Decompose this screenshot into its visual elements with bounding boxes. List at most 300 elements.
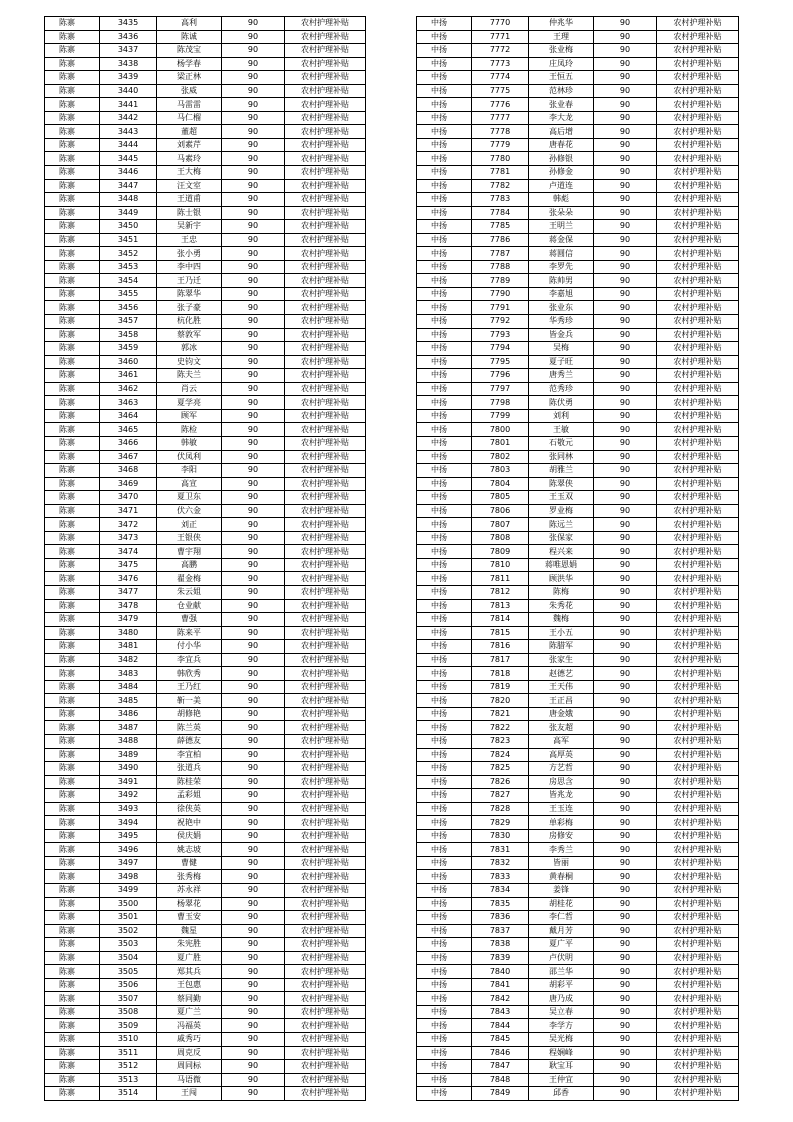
name-cell: 张朵朵 xyxy=(529,206,594,220)
id-cell: 3440 xyxy=(100,84,157,98)
amount-cell: 90 xyxy=(222,179,285,193)
village-cell: 中扬 xyxy=(417,965,472,979)
amount-cell: 90 xyxy=(222,938,285,952)
subsidy-type-cell: 农村护理补贴 xyxy=(285,328,366,342)
subsidy-type-cell: 农村护理补贴 xyxy=(657,680,739,694)
id-cell: 7796 xyxy=(472,369,529,383)
subsidy-type-cell: 农村护理补贴 xyxy=(657,342,739,356)
amount-cell: 90 xyxy=(594,1087,657,1101)
table-row xyxy=(45,816,366,830)
table-row xyxy=(45,762,366,776)
table-row xyxy=(417,98,739,112)
id-cell: 3505 xyxy=(100,965,157,979)
village-cell: 中扬 xyxy=(417,436,472,450)
id-cell: 3485 xyxy=(100,694,157,708)
name-cell: 蔡同勤 xyxy=(157,992,222,1006)
subsidy-type-cell: 农村护理补贴 xyxy=(285,938,366,952)
village-cell: 陈寨 xyxy=(45,287,100,301)
id-cell: 7810 xyxy=(472,558,529,572)
village-cell: 中扬 xyxy=(417,260,472,274)
name-cell: 蒋圆信 xyxy=(529,247,594,261)
id-cell: 3452 xyxy=(100,247,157,261)
village-cell: 中扬 xyxy=(417,978,472,992)
id-cell: 3465 xyxy=(100,423,157,437)
name-cell: 苏永祥 xyxy=(157,884,222,898)
subsidy-type-cell: 农村护理补贴 xyxy=(657,599,739,613)
village-cell: 中扬 xyxy=(417,1087,472,1101)
village-cell: 中扬 xyxy=(417,1060,472,1074)
amount-cell: 90 xyxy=(594,328,657,342)
table-row xyxy=(45,504,366,518)
id-cell: 7778 xyxy=(472,125,529,139)
name-cell: 王闯 xyxy=(157,1087,222,1101)
subsidy-type-cell: 农村护理补贴 xyxy=(285,829,366,843)
id-cell: 7836 xyxy=(472,911,529,925)
table-row xyxy=(45,748,366,762)
id-cell: 3512 xyxy=(100,1060,157,1074)
name-cell: 李中四 xyxy=(157,260,222,274)
name-cell: 陈茂宝 xyxy=(157,44,222,58)
table-row xyxy=(417,924,739,938)
subsidy-type-cell: 农村护理补贴 xyxy=(657,965,739,979)
id-cell: 7813 xyxy=(472,599,529,613)
subsidy-type-cell: 农村护理补贴 xyxy=(285,409,366,423)
name-cell: 马雷雷 xyxy=(157,98,222,112)
village-cell: 陈寨 xyxy=(45,1087,100,1101)
subsidy-type-cell: 农村护理补贴 xyxy=(657,315,739,329)
amount-cell: 90 xyxy=(594,816,657,830)
name-cell: 朱宪胜 xyxy=(157,938,222,952)
name-cell: 韩敏 xyxy=(157,436,222,450)
table-row xyxy=(417,355,739,369)
table-row xyxy=(45,193,366,207)
subsidy-type-cell: 农村护理补贴 xyxy=(657,30,739,44)
table-row xyxy=(45,396,366,410)
table-row xyxy=(417,978,739,992)
amount-cell: 90 xyxy=(222,409,285,423)
village-cell: 中扬 xyxy=(417,1005,472,1019)
id-cell: 7771 xyxy=(472,30,529,44)
amount-cell: 90 xyxy=(222,206,285,220)
subsidy-type-cell: 农村护理补贴 xyxy=(285,884,366,898)
table-row xyxy=(417,721,739,735)
name-cell: 高厚英 xyxy=(529,748,594,762)
amount-cell: 90 xyxy=(222,220,285,234)
subsidy-type-cell: 农村护理补贴 xyxy=(657,951,739,965)
subsidy-type-cell: 农村护理补贴 xyxy=(657,734,739,748)
table-row xyxy=(417,951,739,965)
village-cell: 陈寨 xyxy=(45,369,100,383)
subsidy-type-cell: 农村护理补贴 xyxy=(657,884,739,898)
village-cell: 陈寨 xyxy=(45,816,100,830)
name-cell: 吴光梅 xyxy=(529,1033,594,1047)
table-row xyxy=(417,694,739,708)
name-cell: 曹玉安 xyxy=(157,911,222,925)
id-cell: 7843 xyxy=(472,1005,529,1019)
subsidy-type-cell: 农村护理补贴 xyxy=(285,640,366,654)
table-row xyxy=(45,220,366,234)
amount-cell: 90 xyxy=(222,680,285,694)
table-row xyxy=(417,423,739,437)
name-cell: 庄凤玲 xyxy=(529,57,594,71)
amount-cell: 90 xyxy=(594,965,657,979)
amount-cell: 90 xyxy=(594,721,657,735)
subsidy-type-cell: 农村护理补贴 xyxy=(657,978,739,992)
id-cell: 7775 xyxy=(472,84,529,98)
village-cell: 陈寨 xyxy=(45,111,100,125)
subsidy-type-cell: 农村护理补贴 xyxy=(657,518,739,532)
subsidy-type-cell: 农村护理补贴 xyxy=(657,369,739,383)
village-cell: 陈寨 xyxy=(45,1060,100,1074)
village-cell: 陈寨 xyxy=(45,1019,100,1033)
id-cell: 3474 xyxy=(100,545,157,559)
id-cell: 3441 xyxy=(100,98,157,112)
id-cell: 7846 xyxy=(472,1046,529,1060)
name-cell: 徐侠英 xyxy=(157,802,222,816)
village-cell: 陈寨 xyxy=(45,491,100,505)
village-cell: 陈寨 xyxy=(45,464,100,478)
amount-cell: 90 xyxy=(222,1019,285,1033)
village-cell: 陈寨 xyxy=(45,924,100,938)
subsidy-type-cell: 农村护理补贴 xyxy=(657,44,739,58)
table-row xyxy=(417,260,739,274)
name-cell: 皆兆龙 xyxy=(529,789,594,803)
id-cell: 7824 xyxy=(472,748,529,762)
village-cell: 陈寨 xyxy=(45,653,100,667)
name-cell: 侯庆娟 xyxy=(157,829,222,843)
subsidy-type-cell: 农村护理补贴 xyxy=(657,328,739,342)
amount-cell: 90 xyxy=(594,978,657,992)
table-row xyxy=(417,111,739,125)
subsidy-type-cell: 农村护理补贴 xyxy=(285,951,366,965)
table-row xyxy=(45,531,366,545)
id-cell: 3458 xyxy=(100,328,157,342)
subsidy-type-cell: 农村护理补贴 xyxy=(657,166,739,180)
name-cell: 张同林 xyxy=(529,450,594,464)
table-row xyxy=(417,1046,739,1060)
amount-cell: 90 xyxy=(222,382,285,396)
amount-cell: 90 xyxy=(594,369,657,383)
id-cell: 7815 xyxy=(472,626,529,640)
amount-cell: 90 xyxy=(594,856,657,870)
amount-cell: 90 xyxy=(222,1033,285,1047)
id-cell: 7770 xyxy=(472,17,529,31)
amount-cell: 90 xyxy=(222,355,285,369)
subsidy-type-cell: 农村护理补贴 xyxy=(285,762,366,776)
village-cell: 陈寨 xyxy=(45,667,100,681)
village-cell: 中扬 xyxy=(417,382,472,396)
amount-cell: 90 xyxy=(594,680,657,694)
table-row xyxy=(45,84,366,98)
subsidy-type-cell: 农村护理补贴 xyxy=(657,938,739,952)
subsidy-type-cell: 农村护理补贴 xyxy=(657,233,739,247)
name-cell: 史钧文 xyxy=(157,355,222,369)
village-cell: 中扬 xyxy=(417,274,472,288)
table-row xyxy=(45,152,366,166)
id-cell: 3438 xyxy=(100,57,157,71)
amount-cell: 90 xyxy=(594,1060,657,1074)
table-row xyxy=(45,355,366,369)
table-row xyxy=(45,125,366,139)
id-cell: 7792 xyxy=(472,315,529,329)
amount-cell: 90 xyxy=(222,721,285,735)
village-cell: 陈寨 xyxy=(45,193,100,207)
subsidy-type-cell: 农村护理补贴 xyxy=(657,71,739,85)
table-row xyxy=(417,491,739,505)
id-cell: 7845 xyxy=(472,1033,529,1047)
subsidy-type-cell: 农村护理补贴 xyxy=(657,585,739,599)
table-row xyxy=(45,247,366,261)
id-cell: 7822 xyxy=(472,721,529,735)
table-row xyxy=(45,843,366,857)
table-row xyxy=(417,897,739,911)
amount-cell: 90 xyxy=(222,640,285,654)
amount-cell: 90 xyxy=(594,924,657,938)
amount-cell: 90 xyxy=(222,802,285,816)
amount-cell: 90 xyxy=(222,1046,285,1060)
amount-cell: 90 xyxy=(222,98,285,112)
name-cell: 马语微 xyxy=(157,1073,222,1087)
subsidy-type-cell: 农村护理补贴 xyxy=(285,179,366,193)
amount-cell: 90 xyxy=(594,111,657,125)
amount-cell: 90 xyxy=(594,545,657,559)
table-row xyxy=(45,491,366,505)
id-cell: 3484 xyxy=(100,680,157,694)
amount-cell: 90 xyxy=(222,667,285,681)
id-cell: 3511 xyxy=(100,1046,157,1060)
name-cell: 吴立春 xyxy=(529,1005,594,1019)
name-cell: 张友超 xyxy=(529,721,594,735)
id-cell: 7773 xyxy=(472,57,529,71)
name-cell: 蒋唯恩娟 xyxy=(529,558,594,572)
table-row xyxy=(45,1019,366,1033)
village-cell: 中扬 xyxy=(417,572,472,586)
table-row xyxy=(417,247,739,261)
village-cell: 中扬 xyxy=(417,355,472,369)
subsidy-type-cell: 农村护理补贴 xyxy=(285,816,366,830)
subsidy-type-cell: 农村护理补贴 xyxy=(285,220,366,234)
name-cell: 李罗先 xyxy=(529,260,594,274)
subsidy-type-cell: 农村护理补贴 xyxy=(657,1005,739,1019)
table-row xyxy=(417,152,739,166)
table-row xyxy=(417,707,739,721)
name-cell: 陈诚 xyxy=(157,30,222,44)
table-row xyxy=(417,274,739,288)
village-cell: 中扬 xyxy=(417,992,472,1006)
subsidy-type-cell: 农村护理补贴 xyxy=(657,301,739,315)
name-cell: 夏学亮 xyxy=(157,396,222,410)
table-row xyxy=(417,1033,739,1047)
village-cell: 陈寨 xyxy=(45,775,100,789)
village-cell: 陈寨 xyxy=(45,260,100,274)
id-cell: 3448 xyxy=(100,193,157,207)
table-row xyxy=(417,382,739,396)
subsidy-type-cell: 农村护理补贴 xyxy=(285,802,366,816)
village-cell: 陈寨 xyxy=(45,585,100,599)
id-cell: 3472 xyxy=(100,518,157,532)
table-row xyxy=(417,220,739,234)
subsidy-type-cell: 农村护理补贴 xyxy=(657,1073,739,1087)
table-row xyxy=(45,924,366,938)
amount-cell: 90 xyxy=(594,843,657,857)
id-cell: 3483 xyxy=(100,667,157,681)
village-cell: 陈寨 xyxy=(45,84,100,98)
table-row xyxy=(45,98,366,112)
village-cell: 陈寨 xyxy=(45,220,100,234)
amount-cell: 90 xyxy=(594,233,657,247)
village-cell: 陈寨 xyxy=(45,789,100,803)
table-row xyxy=(45,667,366,681)
name-cell: 周克反 xyxy=(157,1046,222,1060)
table-row xyxy=(417,870,739,884)
village-cell: 陈寨 xyxy=(45,1033,100,1047)
table-row xyxy=(45,897,366,911)
subsidy-type-cell: 农村护理补贴 xyxy=(285,694,366,708)
id-cell: 3473 xyxy=(100,531,157,545)
table-row xyxy=(417,911,739,925)
subsidy-type-cell: 农村护理补贴 xyxy=(285,558,366,572)
subsidy-type-cell: 农村护理补贴 xyxy=(657,152,739,166)
village-cell: 中扬 xyxy=(417,1019,472,1033)
id-cell: 7816 xyxy=(472,640,529,654)
village-cell: 中扬 xyxy=(417,897,472,911)
name-cell: 王玉双 xyxy=(529,491,594,505)
subsidy-type-cell: 农村护理补贴 xyxy=(657,856,739,870)
name-cell: 石敬元 xyxy=(529,436,594,450)
table-row xyxy=(417,884,739,898)
table-row xyxy=(417,57,739,71)
subsidy-type-cell: 农村护理补贴 xyxy=(285,274,366,288)
id-cell: 7781 xyxy=(472,166,529,180)
subsidy-type-cell: 农村护理补贴 xyxy=(285,152,366,166)
table-row xyxy=(45,680,366,694)
id-cell: 7802 xyxy=(472,450,529,464)
table-row xyxy=(45,315,366,329)
subsidy-type-cell: 农村护理补贴 xyxy=(285,71,366,85)
village-cell: 中扬 xyxy=(417,287,472,301)
id-cell: 3481 xyxy=(100,640,157,654)
amount-cell: 90 xyxy=(594,57,657,71)
id-cell: 7833 xyxy=(472,870,529,884)
subsidy-type-cell: 农村护理补贴 xyxy=(285,924,366,938)
village-cell: 中扬 xyxy=(417,450,472,464)
village-cell: 中扬 xyxy=(417,17,472,31)
subsidy-type-cell: 农村护理补贴 xyxy=(285,436,366,450)
amount-cell: 90 xyxy=(594,504,657,518)
name-cell: 张家生 xyxy=(529,653,594,667)
amount-cell: 90 xyxy=(222,1073,285,1087)
table-row xyxy=(417,572,739,586)
village-cell: 中扬 xyxy=(417,518,472,532)
name-cell: 陈兰英 xyxy=(157,721,222,735)
left-subsidy-table xyxy=(44,16,366,1101)
subsidy-type-cell: 农村护理补贴 xyxy=(285,585,366,599)
name-cell: 王小五 xyxy=(529,626,594,640)
table-row xyxy=(417,477,739,491)
subsidy-type-cell: 农村护理补贴 xyxy=(285,193,366,207)
village-cell: 陈寨 xyxy=(45,17,100,31)
id-cell: 3496 xyxy=(100,843,157,857)
amount-cell: 90 xyxy=(594,206,657,220)
amount-cell: 90 xyxy=(594,1073,657,1087)
village-cell: 中扬 xyxy=(417,843,472,857)
village-cell: 中扬 xyxy=(417,1073,472,1087)
subsidy-type-cell: 农村护理补贴 xyxy=(285,44,366,58)
village-cell: 陈寨 xyxy=(45,71,100,85)
table-row xyxy=(417,315,739,329)
id-cell: 7839 xyxy=(472,951,529,965)
amount-cell: 90 xyxy=(222,301,285,315)
id-cell: 3492 xyxy=(100,789,157,803)
village-cell: 中扬 xyxy=(417,166,472,180)
subsidy-type-cell: 农村护理补贴 xyxy=(657,762,739,776)
table-row xyxy=(417,965,739,979)
subsidy-type-cell: 农村护理补贴 xyxy=(285,355,366,369)
name-cell: 陈梅 xyxy=(529,585,594,599)
village-cell: 中扬 xyxy=(417,98,472,112)
name-cell: 王包惠 xyxy=(157,978,222,992)
table-row xyxy=(45,802,366,816)
name-cell: 顾洪华 xyxy=(529,572,594,586)
village-cell: 中扬 xyxy=(417,856,472,870)
id-cell: 7807 xyxy=(472,518,529,532)
name-cell: 唐春花 xyxy=(529,138,594,152)
amount-cell: 90 xyxy=(594,707,657,721)
id-cell: 3460 xyxy=(100,355,157,369)
subsidy-type-cell: 农村护理补贴 xyxy=(285,491,366,505)
table-row xyxy=(417,640,739,654)
id-cell: 7831 xyxy=(472,843,529,857)
id-cell: 7814 xyxy=(472,613,529,627)
amount-cell: 90 xyxy=(594,71,657,85)
name-cell: 李仁哲 xyxy=(529,911,594,925)
table-row xyxy=(417,369,739,383)
table-row xyxy=(417,166,739,180)
name-cell: 姚志坡 xyxy=(157,843,222,857)
subsidy-type-cell: 农村护理补贴 xyxy=(285,477,366,491)
id-cell: 7841 xyxy=(472,978,529,992)
id-cell: 3513 xyxy=(100,1073,157,1087)
amount-cell: 90 xyxy=(222,707,285,721)
table-row xyxy=(417,206,739,220)
name-cell: 陈帅男 xyxy=(529,274,594,288)
id-cell: 7847 xyxy=(472,1060,529,1074)
subsidy-type-cell: 农村护理补贴 xyxy=(285,1005,366,1019)
village-cell: 中扬 xyxy=(417,125,472,139)
amount-cell: 90 xyxy=(222,843,285,857)
id-cell: 3437 xyxy=(100,44,157,58)
subsidy-type-cell: 农村护理补贴 xyxy=(657,789,739,803)
id-cell: 3495 xyxy=(100,829,157,843)
subsidy-type-cell: 农村护理补贴 xyxy=(657,802,739,816)
subsidy-type-cell: 农村护理补贴 xyxy=(285,978,366,992)
name-cell: 张道兵 xyxy=(157,762,222,776)
name-cell: 夏卫东 xyxy=(157,491,222,505)
village-cell: 陈寨 xyxy=(45,57,100,71)
amount-cell: 90 xyxy=(222,369,285,383)
name-cell: 罗业梅 xyxy=(529,504,594,518)
id-cell: 3447 xyxy=(100,179,157,193)
subsidy-type-cell: 农村护理补贴 xyxy=(285,545,366,559)
amount-cell: 90 xyxy=(222,396,285,410)
amount-cell: 90 xyxy=(222,775,285,789)
id-cell: 3444 xyxy=(100,138,157,152)
amount-cell: 90 xyxy=(594,599,657,613)
id-cell: 7844 xyxy=(472,1019,529,1033)
name-cell: 王道甫 xyxy=(157,193,222,207)
id-cell: 7777 xyxy=(472,111,529,125)
amount-cell: 90 xyxy=(222,1060,285,1074)
